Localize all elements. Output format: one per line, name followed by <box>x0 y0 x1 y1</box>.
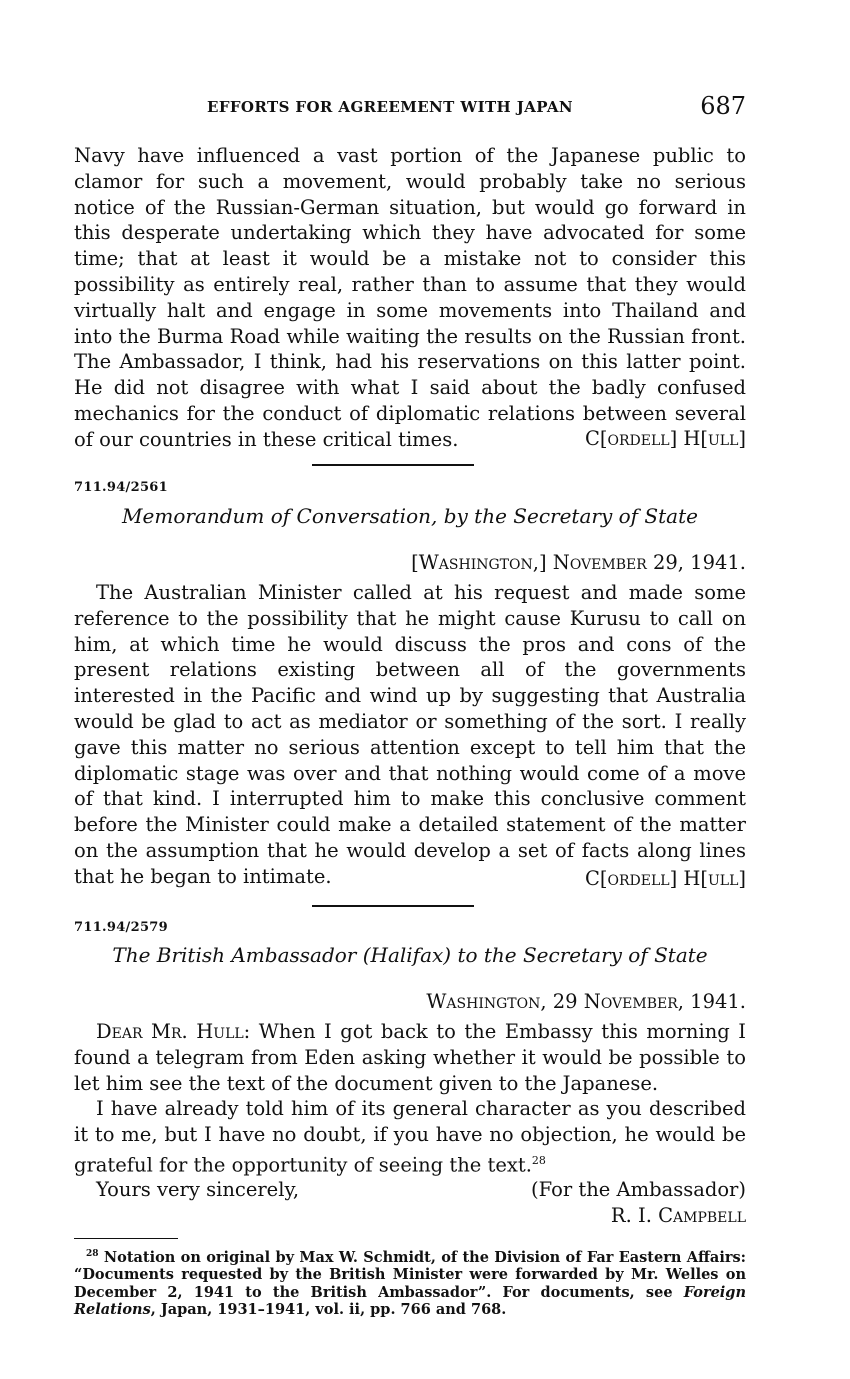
letter-closing <box>74 1177 746 1229</box>
page-number: 687 <box>700 92 746 120</box>
continuation-paragraph <box>74 143 746 453</box>
signature-hull-1: C[ordell] H[ull] <box>584 427 746 450</box>
signer-line <box>74 1203 746 1229</box>
footnote-source-rest: , Japan, 1931–1941, vol. ii, pp. 766 and 768. <box>150 1301 507 1319</box>
continuation-text: Navy have influenced a vast portion of the Japanese public to clamor for such a movement, would probably take no serious notice of the Russian-German situation, but would go forward in this desperate undertaking which they have advocated for some time; that at least it would be a mistake not to consider this possibility as entirely real, rather than to assume that they would virtually halt and engage in some movements into Thailand and into the Burma Road while waiting the results on the Russian front. The Ambassador, I think, had his reservations on this latter point. He did not disagree with what I said about the badly confused mechanics for the conduct of diplomatic relations between several of our countries in these critical times. <box>74 144 746 451</box>
dateline-text: [Washington,] November 29, 1941. <box>411 551 746 574</box>
signer-name: R. I. Campbell <box>610 1203 746 1227</box>
letter-body <box>74 1019 746 1178</box>
letter-paragraph-2 <box>74 1096 746 1178</box>
dateline-text: Washington, 29 November, 1941. <box>426 990 746 1013</box>
memorandum-paragraph <box>74 580 746 890</box>
footnote-text: Notation on original by Max W. Schmidt, of the Division of Far Eastern Affairs: “Documents requested by the British Minister were forwarded by Mr. Welles on December 2, 1941 to the British Ambassador”. For documents, see <box>74 1248 746 1301</box>
file-number: 711.94/2579 <box>74 920 168 935</box>
footnote-reference: 28 <box>531 1153 546 1167</box>
footnote <box>74 1246 746 1319</box>
signature-hull-2: C[ordell] H[ull] <box>584 867 746 890</box>
dateline <box>74 990 746 1013</box>
for-ambassador-line: (For the Ambassador) <box>531 1178 746 1201</box>
running-title: EFFORTS FOR AGREEMENT WITH JAPAN <box>207 98 574 116</box>
footnote-marker: 28 <box>86 1249 99 1259</box>
footnote-marker-wrap <box>74 1249 99 1266</box>
section-divider <box>312 905 474 907</box>
dateline <box>74 551 746 574</box>
salutation: Dear Mr. Hull: <box>96 1020 251 1043</box>
document-title: The British Ambassador (Halifax) to the Secretary of State <box>112 943 708 967</box>
footnote-source-title: Foreign Relations <box>74 1283 746 1319</box>
page-header <box>74 92 746 122</box>
letter-paragraph-2-text: I have already told him of its general character as you described it to me, but I have no doubt, if you have no objection, he would be grateful for the opportunity of seeing the text. <box>74 1097 746 1177</box>
letter-paragraph-1-text: When I got back to the Embassy this morning I found a telegram from Eden asking whether it would be possible to let him see the text of the document given to the Japanese. <box>74 1020 747 1095</box>
closing-row <box>74 1177 746 1203</box>
footnote-divider <box>74 1238 178 1239</box>
memorandum-text: The Australian Minister called at his request and made some reference to the possibility that he might cause Kurusu to call on him, at which time he would discuss the pros and cons of the present relations existing between all of the governments interested in the Pacific and wind up by suggesting that Australia would be glad to act as mediator or something of the sort. I really gave this matter no serious attention except to tell him that the diplomatic stage was over and that nothing would come of a move of that kind. I interrupted him to make this conclusive comment before the Minister could make a detailed statement of the matter on the assumption that he would develop a set of facts along lines that he began to intimate. <box>74 581 746 888</box>
letter-paragraph-1 <box>74 1019 746 1096</box>
complimentary-close: Yours very sincerely, <box>96 1178 300 1201</box>
file-number: 711.94/2561 <box>74 480 168 495</box>
document-title: Memorandum of Conversation, by the Secretary of State <box>122 504 698 528</box>
section-divider <box>312 464 474 466</box>
